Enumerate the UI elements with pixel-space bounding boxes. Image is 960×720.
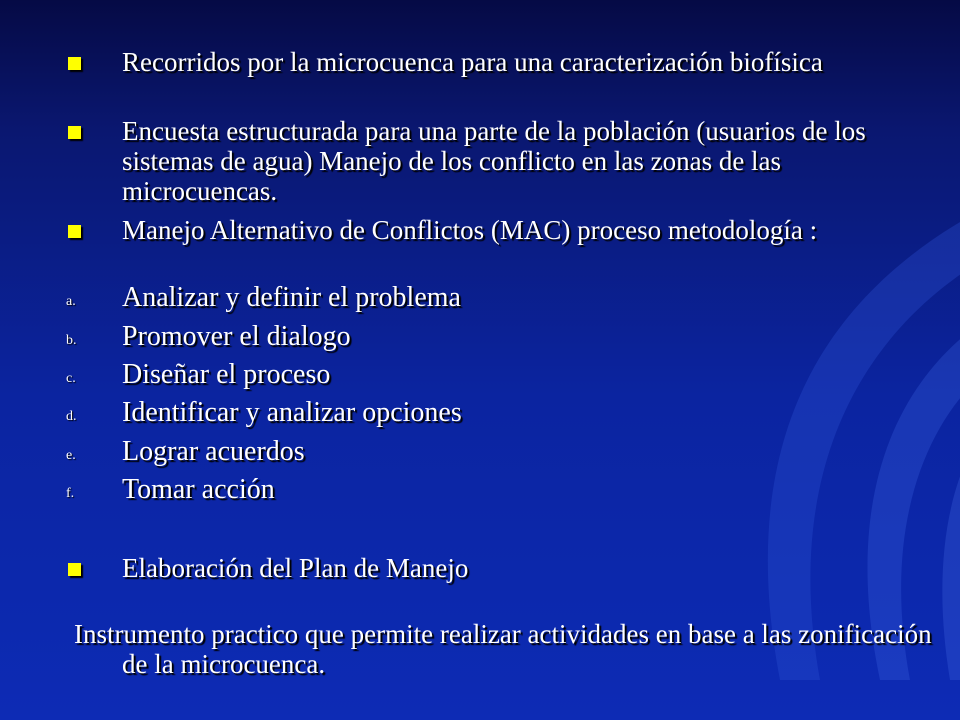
step-analizar: Analizar y definir el problema [122,282,461,313]
bullet-encuesta: Encuesta estructurada para una parte de la población (usuarios de los sistemas de agua) Manejo de los conflicto en las zonas de las microcuencas. [122,116,866,206]
step-disenar: Diseñar el proceso [122,359,331,390]
bullet-elaboracion: Elaboración del Plan de Manejo [122,553,469,583]
step-lograr: Lograr acuerdos [122,436,305,467]
step-marker-c: c. [66,371,76,386]
step-marker-f: f. [66,486,75,501]
bullet-square-icon [68,126,81,139]
bullet-recorridos: Recorridos por la microcuenca para una caracterización biofísica [122,47,823,77]
bullet-manejo-alternativo: Manejo Alternativo de Conflictos (MAC) proceso metodología : [122,215,818,245]
step-marker-d: d. [66,409,77,424]
step-identificar: Identificar y analizar opciones [122,397,462,428]
bullet-square-icon [68,563,81,576]
step-tomar: Tomar acción [122,474,275,505]
bullet-square-icon [68,57,81,70]
step-marker-b: b. [66,333,77,348]
step-promover: Promover el dialogo [122,321,351,352]
bullet-square-icon [68,225,81,238]
step-marker-e: e. [66,448,76,463]
paragraph-instrumento: Instrumento practico que permite realizar actividades en base a las zonificación de la microcuenca. [74,619,932,679]
step-marker-a: a. [66,294,76,309]
